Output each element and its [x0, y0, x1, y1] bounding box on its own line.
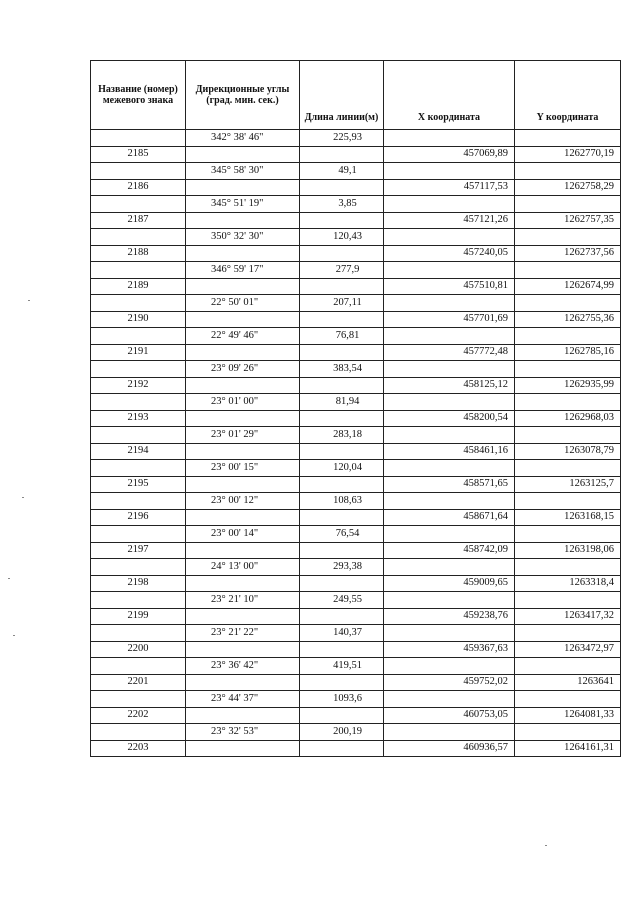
point-name: 2192 [91, 377, 186, 394]
point-name: 2202 [91, 707, 186, 724]
point-name: 2197 [91, 542, 186, 559]
point-name: 2190 [91, 311, 186, 328]
empty-cell [186, 245, 300, 262]
empty-cell [186, 410, 300, 427]
y-coordinate: 1264161,31 [515, 740, 621, 757]
point-row [91, 179, 621, 196]
x-coordinate: 459238,76 [384, 608, 515, 625]
point-name: 2195 [91, 476, 186, 493]
empty-cell [186, 377, 300, 394]
empty-cell [300, 410, 384, 427]
y-coordinate: 1263078,79 [515, 443, 621, 460]
empty-cell [91, 526, 186, 543]
line-length: 225,93 [300, 130, 384, 147]
segment-row [91, 427, 621, 444]
line-length: 81,94 [300, 394, 384, 411]
header-y: Y координата [515, 61, 621, 130]
x-coordinate: 457701,69 [384, 311, 515, 328]
line-length: 76,54 [300, 526, 384, 543]
line-length: 76,81 [300, 328, 384, 345]
y-coordinate: 1262674,99 [515, 278, 621, 295]
empty-cell [91, 196, 186, 213]
x-coordinate: 458200,54 [384, 410, 515, 427]
direction-angle: 23° 01' 00" [186, 394, 300, 411]
empty-cell [186, 575, 300, 592]
point-name: 2196 [91, 509, 186, 526]
point-row [91, 146, 621, 163]
empty-cell [91, 229, 186, 246]
empty-cell [186, 608, 300, 625]
segment-row [91, 328, 621, 345]
empty-cell [91, 394, 186, 411]
x-coordinate: 459367,63 [384, 641, 515, 658]
empty-cell [300, 278, 384, 295]
direction-angle: 23° 36' 42" [186, 658, 300, 675]
y-coordinate: 1263198,06 [515, 542, 621, 559]
y-coordinate: 1262770,19 [515, 146, 621, 163]
header-angle: Дирекционные углы (град. мин. сек.) [186, 61, 300, 130]
x-coordinate: 459009,65 [384, 575, 515, 592]
empty-cell [515, 427, 621, 444]
point-row [91, 575, 621, 592]
y-coordinate: 1263641 [515, 674, 621, 691]
empty-cell [384, 658, 515, 675]
table-header-row [91, 61, 621, 130]
empty-cell [91, 163, 186, 180]
point-name: 2199 [91, 608, 186, 625]
segment-row [91, 163, 621, 180]
direction-angle: 23° 09' 26" [186, 361, 300, 378]
direction-angle: 23° 21' 10" [186, 592, 300, 609]
empty-cell [91, 658, 186, 675]
empty-cell [384, 592, 515, 609]
empty-cell [186, 740, 300, 757]
empty-cell [515, 229, 621, 246]
header-x: X координата [384, 61, 515, 130]
segment-row [91, 262, 621, 279]
empty-cell [91, 328, 186, 345]
empty-cell [515, 196, 621, 213]
y-coordinate: 1263318,4 [515, 575, 621, 592]
x-coordinate: 458671,64 [384, 509, 515, 526]
x-coordinate: 459752,02 [384, 674, 515, 691]
empty-cell [186, 443, 300, 460]
empty-cell [186, 641, 300, 658]
empty-cell [515, 394, 621, 411]
segment-row [91, 460, 621, 477]
empty-cell [91, 559, 186, 576]
empty-cell [384, 196, 515, 213]
empty-cell [91, 361, 186, 378]
point-row [91, 509, 621, 526]
point-name: 2186 [91, 179, 186, 196]
empty-cell [384, 460, 515, 477]
segment-row [91, 361, 621, 378]
empty-cell [515, 361, 621, 378]
empty-cell [300, 245, 384, 262]
line-length: 293,38 [300, 559, 384, 576]
empty-cell [384, 361, 515, 378]
y-coordinate: 1262968,03 [515, 410, 621, 427]
point-row [91, 641, 621, 658]
point-row [91, 542, 621, 559]
empty-cell [515, 493, 621, 510]
empty-cell [91, 625, 186, 642]
empty-cell [515, 658, 621, 675]
x-coordinate: 457069,89 [384, 146, 515, 163]
point-row [91, 377, 621, 394]
direction-angle: 342° 38' 46" [186, 130, 300, 147]
point-row [91, 245, 621, 262]
y-coordinate: 1263125,7 [515, 476, 621, 493]
empty-cell [384, 328, 515, 345]
empty-cell [186, 146, 300, 163]
scan-speck [28, 300, 30, 301]
header-name: Название (номер) межевого знака [91, 61, 186, 130]
point-name: 2187 [91, 212, 186, 229]
y-coordinate: 1263472,97 [515, 641, 621, 658]
empty-cell [91, 592, 186, 609]
empty-cell [515, 328, 621, 345]
empty-cell [384, 559, 515, 576]
empty-cell [300, 179, 384, 196]
y-coordinate: 1264081,33 [515, 707, 621, 724]
scan-speck [13, 635, 15, 636]
y-coordinate: 1263168,15 [515, 509, 621, 526]
empty-cell [384, 295, 515, 312]
table-body [91, 130, 621, 757]
empty-cell [515, 460, 621, 477]
direction-angle: 345° 58' 30" [186, 163, 300, 180]
x-coordinate: 458742,09 [384, 542, 515, 559]
direction-angle: 346° 59' 17" [186, 262, 300, 279]
empty-cell [186, 278, 300, 295]
direction-angle: 23° 21' 22" [186, 625, 300, 642]
point-row [91, 707, 621, 724]
empty-cell [300, 542, 384, 559]
segment-row [91, 295, 621, 312]
segment-row [91, 691, 621, 708]
line-length: 3,85 [300, 196, 384, 213]
empty-cell [91, 295, 186, 312]
empty-cell [300, 509, 384, 526]
empty-cell [515, 262, 621, 279]
point-name: 2194 [91, 443, 186, 460]
y-coordinate: 1263417,32 [515, 608, 621, 625]
empty-cell [91, 427, 186, 444]
direction-angle: 23° 32' 53" [186, 724, 300, 741]
point-name: 2201 [91, 674, 186, 691]
point-row [91, 212, 621, 229]
empty-cell [384, 526, 515, 543]
direction-angle: 22° 49' 46" [186, 328, 300, 345]
point-name: 2188 [91, 245, 186, 262]
line-length: 249,55 [300, 592, 384, 609]
empty-cell [186, 344, 300, 361]
empty-cell [186, 707, 300, 724]
point-row [91, 608, 621, 625]
empty-cell [186, 476, 300, 493]
segment-row [91, 394, 621, 411]
direction-angle: 345° 51' 19" [186, 196, 300, 213]
x-coordinate: 458461,16 [384, 443, 515, 460]
empty-cell [186, 542, 300, 559]
empty-cell [515, 691, 621, 708]
y-coordinate: 1262755,36 [515, 311, 621, 328]
empty-cell [300, 443, 384, 460]
line-length: 108,63 [300, 493, 384, 510]
point-row [91, 311, 621, 328]
y-coordinate: 1262757,35 [515, 212, 621, 229]
empty-cell [384, 262, 515, 279]
empty-cell [300, 608, 384, 625]
segment-row [91, 130, 621, 147]
segment-row [91, 724, 621, 741]
x-coordinate: 457510,81 [384, 278, 515, 295]
segment-row [91, 592, 621, 609]
point-row [91, 410, 621, 427]
point-row [91, 278, 621, 295]
empty-cell [384, 691, 515, 708]
direction-angle: 23° 00' 15" [186, 460, 300, 477]
x-coordinate: 457117,53 [384, 179, 515, 196]
header-length: Длина линии(м) [300, 61, 384, 130]
direction-angle: 24° 13' 00" [186, 559, 300, 576]
empty-cell [300, 212, 384, 229]
empty-cell [186, 212, 300, 229]
empty-cell [300, 674, 384, 691]
y-coordinate: 1262758,29 [515, 179, 621, 196]
line-length: 120,43 [300, 229, 384, 246]
empty-cell [91, 262, 186, 279]
point-row [91, 740, 621, 757]
point-row [91, 344, 621, 361]
segment-row [91, 658, 621, 675]
segment-row [91, 559, 621, 576]
direction-angle: 23° 44' 37" [186, 691, 300, 708]
line-length: 277,9 [300, 262, 384, 279]
x-coordinate: 460936,57 [384, 740, 515, 757]
x-coordinate: 460753,05 [384, 707, 515, 724]
empty-cell [300, 740, 384, 757]
empty-cell [384, 394, 515, 411]
y-coordinate: 1262785,16 [515, 344, 621, 361]
x-coordinate: 457240,05 [384, 245, 515, 262]
segment-row [91, 526, 621, 543]
empty-cell [91, 724, 186, 741]
point-name: 2191 [91, 344, 186, 361]
point-name: 2203 [91, 740, 186, 757]
x-coordinate: 458125,12 [384, 377, 515, 394]
empty-cell [300, 344, 384, 361]
point-name: 2193 [91, 410, 186, 427]
empty-cell [186, 674, 300, 691]
line-length: 120,04 [300, 460, 384, 477]
empty-cell [515, 592, 621, 609]
scan-speck [8, 578, 10, 579]
x-coordinate: 457772,48 [384, 344, 515, 361]
segment-row [91, 196, 621, 213]
empty-cell [186, 179, 300, 196]
segment-row [91, 493, 621, 510]
empty-cell [300, 377, 384, 394]
point-name: 2198 [91, 575, 186, 592]
empty-cell [515, 130, 621, 147]
empty-cell [384, 163, 515, 180]
empty-cell [186, 311, 300, 328]
empty-cell [515, 625, 621, 642]
segment-row [91, 229, 621, 246]
direction-angle: 23° 01' 29" [186, 427, 300, 444]
y-coordinate: 1262737,56 [515, 245, 621, 262]
segment-row [91, 625, 621, 642]
line-length: 383,54 [300, 361, 384, 378]
empty-cell [515, 295, 621, 312]
point-name: 2185 [91, 146, 186, 163]
empty-cell [384, 625, 515, 642]
empty-cell [384, 724, 515, 741]
empty-cell [515, 724, 621, 741]
line-length: 207,11 [300, 295, 384, 312]
boundary-coordinates-table [90, 60, 621, 757]
line-length: 1093,6 [300, 691, 384, 708]
direction-angle: 23° 00' 12" [186, 493, 300, 510]
empty-cell [91, 691, 186, 708]
y-coordinate: 1262935,99 [515, 377, 621, 394]
empty-cell [186, 509, 300, 526]
x-coordinate: 457121,26 [384, 212, 515, 229]
empty-cell [300, 641, 384, 658]
empty-cell [384, 493, 515, 510]
line-length: 49,1 [300, 163, 384, 180]
direction-angle: 23° 00' 14" [186, 526, 300, 543]
x-coordinate: 458571,65 [384, 476, 515, 493]
line-length: 419,51 [300, 658, 384, 675]
point-name: 2200 [91, 641, 186, 658]
empty-cell [384, 229, 515, 246]
direction-angle: 22° 50' 01" [186, 295, 300, 312]
empty-cell [515, 559, 621, 576]
line-length: 140,37 [300, 625, 384, 642]
empty-cell [384, 130, 515, 147]
point-row [91, 674, 621, 691]
empty-cell [300, 476, 384, 493]
empty-cell [300, 146, 384, 163]
direction-angle: 350° 32' 30" [186, 229, 300, 246]
point-name: 2189 [91, 278, 186, 295]
empty-cell [300, 707, 384, 724]
line-length: 283,18 [300, 427, 384, 444]
scan-speck [545, 845, 547, 846]
empty-cell [300, 575, 384, 592]
line-length: 200,19 [300, 724, 384, 741]
empty-cell [515, 163, 621, 180]
empty-cell [91, 493, 186, 510]
point-row [91, 476, 621, 493]
point-row [91, 443, 621, 460]
empty-cell [384, 427, 515, 444]
empty-cell [91, 460, 186, 477]
scan-speck [22, 497, 24, 498]
empty-cell [300, 311, 384, 328]
empty-cell [515, 526, 621, 543]
empty-cell [91, 130, 186, 147]
